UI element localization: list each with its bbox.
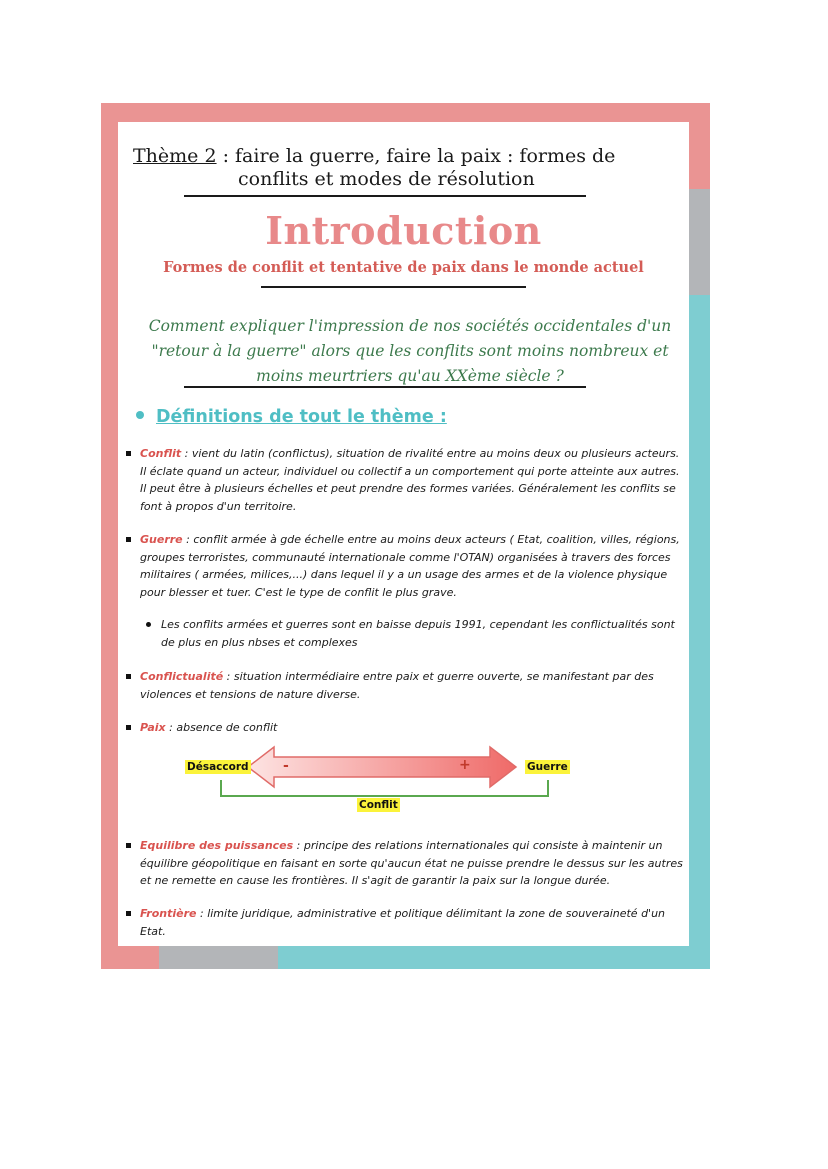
definitions-heading: Définitions de tout le thème : xyxy=(136,407,447,427)
label-guerre: Guerre xyxy=(527,761,568,773)
frame-right-gray xyxy=(689,189,710,295)
divider-3 xyxy=(184,386,586,388)
theme-line1: : faire la guerre, faire la paix : formes de xyxy=(216,145,616,167)
minus-sign: - xyxy=(283,758,289,774)
problem-question: Comment expliquer l'impression de nos sociétés occidentales d'un "retour à la guerre" alors que les conflits sont moins nombreux et moins meurtriers qu'au XXème siècle ? xyxy=(148,317,672,385)
square-bullet-icon xyxy=(126,911,131,916)
square-bullet-icon xyxy=(126,843,131,848)
page-subtitle: Formes de conflit et tentative de paix dans le monde actuel xyxy=(163,259,644,276)
divider-1 xyxy=(184,195,586,197)
label-desaccord: Désaccord xyxy=(187,761,249,773)
square-bullet-icon xyxy=(126,674,131,679)
square-bullet-icon xyxy=(126,451,131,456)
definition-guerre: Guerre : conflit armée à gde échelle entre au moins deux acteurs ( Etat, coalition, villes, régions, groupes terroristes, communauté internationale comme l'OTAN) organisées à travers des forces militaires ( armées, milices,...) dans lequel il y a un usage des armes et de la violence physique pour blesser et tuer. C'est le type de conflit le plus grave. xyxy=(140,531,688,601)
round-bullet-icon xyxy=(146,622,151,627)
page-title: Introduction xyxy=(265,208,542,253)
divider-2 xyxy=(261,286,526,288)
theme-line2: conflits et modes de résolution xyxy=(238,168,535,190)
definition-conflit: Conflit : vient du latin (conflictus), situation de rivalité entre au moins deux ou plusieurs acteurs. Il éclate quand un acteur, individuel ou collectif a un comportement qui porte atteinte aux autres. Il peut être à plusieurs échelles et peut prendre des formes variées. Généralement les conflits se font à propos d'un territoire. xyxy=(140,445,688,515)
frame-right-teal xyxy=(689,295,710,969)
square-bullet-icon xyxy=(126,725,131,730)
definition-frontiere: Frontière : limite juridique, administrative et politique délimitant la zone de souveraineté d'un Etat. xyxy=(140,905,688,940)
plus-sign: + xyxy=(459,757,471,773)
page-content xyxy=(118,122,689,946)
frame-bottom-gray xyxy=(159,946,278,969)
frame-right-pink xyxy=(689,103,710,189)
bullet-icon xyxy=(136,411,144,419)
definition-conflictualite: Conflictualité : situation intermédiaire entre paix et guerre ouverte, se manifestant par des violences et tensions de nature diverse. xyxy=(140,668,688,703)
label-conflit: Conflit xyxy=(359,799,398,811)
conflict-scale-diagram xyxy=(178,742,578,822)
square-bullet-icon xyxy=(126,537,131,542)
theme-label: Thème 2 xyxy=(133,145,217,167)
frame-bottom-teal xyxy=(278,946,710,969)
frame-left-pink xyxy=(101,103,118,969)
note-conflits: Les conflits armées et guerres sont en baisse depuis 1991, cependant les conflictualités sont de plus en plus nbses et complexes xyxy=(161,616,691,651)
definition-paix: Paix : absence de conflit xyxy=(140,719,688,737)
frame-top-pink xyxy=(101,103,710,122)
frame-bottom-pink xyxy=(101,946,159,969)
definition-equilibre: Equilibre des puissances : principe des relations internationales qui consiste à maintenir un équilibre géopolitique en faisant en sorte qu'aucun état ne puisse prendre le dessus sur les autres et ne remette en cause les frontières. Il s'agit de garantir la paix sur la longue durée. xyxy=(140,837,688,890)
